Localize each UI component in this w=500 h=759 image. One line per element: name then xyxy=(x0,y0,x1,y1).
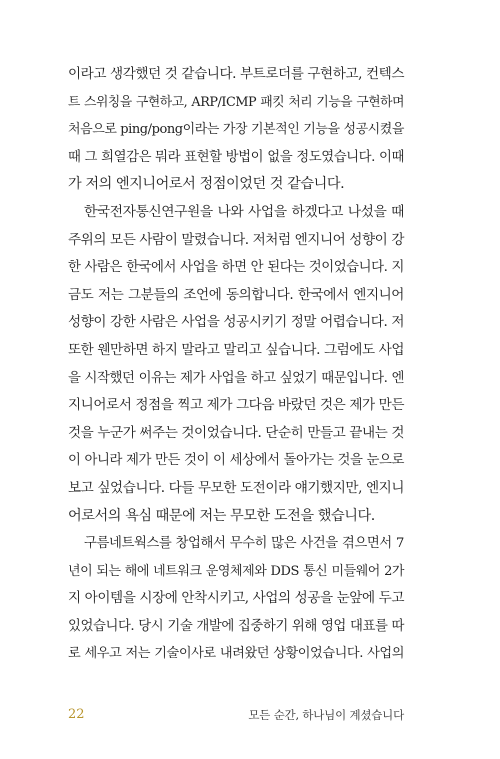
body-text xyxy=(68,61,404,668)
page-footer xyxy=(68,706,404,724)
text-line: 보고 싶었습니다. 다들 무모한 도전이라 얘기했지만, 엔지니 xyxy=(68,479,404,496)
text-line: 어로서의 욕심 때문에 저는 무모한 도전을 했습니다. xyxy=(68,507,375,524)
text-line: 또한 웬만하면 하지 말라고 말리고 싶습니다. 그럼에도 사업 xyxy=(68,341,404,358)
text-line: 트 스위칭을 구현하고, ARP/ICMP 패킷 처리 기능을 구현하며 xyxy=(68,94,404,110)
text-line: 금도 저는 그분들의 조언에 동의합니다. 한국에서 엔지니어 xyxy=(68,286,404,303)
page-number: 22 xyxy=(68,707,85,722)
text-line: 로 세우고 저는 기술이사로 내려왔던 상황이었습니다. 사업의 xyxy=(68,646,404,662)
text-line: 을 시작했던 이유는 제가 사업을 하고 싶었기 때문입니다. 엔 xyxy=(68,370,404,386)
text-line: 성향이 강한 사람은 사업을 성공시키기 정말 어렵습니다. 저 xyxy=(68,314,404,331)
text-line: 이라고 생각했던 것 같습니다. 부트로더를 구현하고, 컨텍스 xyxy=(68,66,404,82)
text-line: 것을 누군가 써주는 것이었습니다. 단순히 만들고 끝내는 것 xyxy=(68,424,404,441)
text-line: 이 아니라 제가 만든 것이 이 세상에서 돌아가는 것을 눈으로 xyxy=(68,453,404,469)
text-line: 년이 되는 해에 네트워크 운영체제와 DDS 통신 미들웨어 2가 xyxy=(68,563,404,579)
running-title: 모든 순간, 하나님이 계셨습니다 xyxy=(248,708,404,722)
text-line: 있었습니다. 당시 기술 개발에 집중하기 위해 영업 대표를 따 xyxy=(68,618,404,634)
text-line: 지 아이템을 시장에 안착시키고, 사업의 성공을 눈앞에 두고 xyxy=(68,590,404,607)
text-line: 한국전자통신연구원을 나와 사업을 하겠다고 나섰을 때 xyxy=(84,203,404,220)
text-line: 처음으로 ping/pong이라는 가장 기본적인 기능을 성공시켰을 xyxy=(68,122,404,138)
text-line: 가 저의 엔지니어로서 정점이었던 것 같습니다. xyxy=(68,176,345,193)
text-line: 한 사람은 한국에서 사업을 하면 안 된다는 것이었습니다. 지 xyxy=(68,260,404,276)
text-line: 주위의 모든 사람이 말렸습니다. 저처럼 엔지니어 성향이 강 xyxy=(68,231,404,248)
text-line: 구름네트웍스를 창업해서 무수히 많은 사건을 겪으면서 7 xyxy=(84,536,404,552)
text-line: 때 그 희열감은 뭐라 표현할 방법이 없을 정도였습니다. 이때 xyxy=(68,149,404,165)
text-line: 지니어로서 정점을 찍고 제가 그다음 바랐던 것은 제가 만든 xyxy=(68,397,404,414)
